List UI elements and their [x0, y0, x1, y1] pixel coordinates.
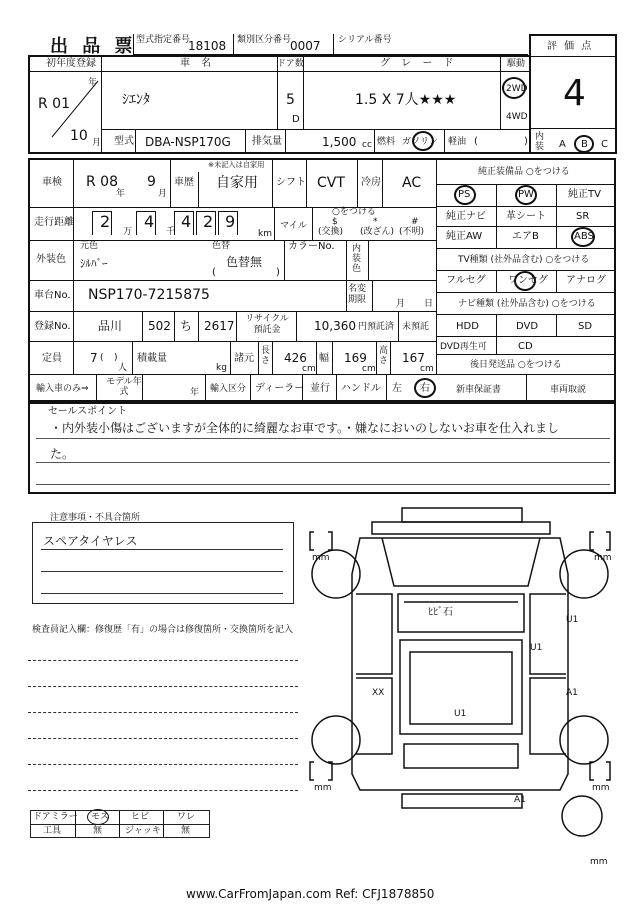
parallel-option: 並行: [310, 383, 330, 394]
fuel-diesel: 軽油: [448, 137, 467, 147]
tv-title: TV種類 (社外品含む) ○をつける: [458, 255, 590, 265]
mileage-digit-3: 4: [181, 212, 192, 231]
original-color: ｼﾙﾊﾞｰ: [80, 257, 108, 270]
first-reg-era: R 01: [38, 96, 70, 112]
vehicle-info-box: 初年度登録 年 R 01 10 月 車 名 ｼｴﾝﾀ ドア数 5 D グ レ ー ド 1.5 X 7人★★★ 駆動 2WD 4WD 型式 DBA-NSP170G 排気量 1,500 cc 燃料 ガソリン 軽油 ( ): [28, 55, 531, 154]
model-label: 型式: [114, 136, 134, 147]
rear-bumper: [402, 794, 522, 808]
exterior-label: 外装色: [36, 254, 66, 265]
length-value: 426: [284, 351, 307, 365]
displacement-label: 排気量: [252, 136, 282, 147]
mm-label: mm: [312, 553, 330, 563]
ac-value: AC: [402, 175, 422, 191]
drive-circle: [502, 77, 526, 99]
interior-label: 内装: [535, 132, 545, 152]
dealer-option: ディーラー: [255, 383, 305, 394]
handle-label: ハンドル: [341, 383, 381, 394]
capacity-label: 定員: [42, 353, 62, 364]
mile-label: マイル: [280, 221, 307, 231]
rear-left-wheel: [312, 716, 360, 764]
body-outline: [352, 538, 568, 790]
reg-kana: ち: [180, 319, 193, 333]
svg-text:mm: mm: [594, 553, 612, 563]
fuel-gasoline: ガソリン: [402, 137, 439, 147]
reg-number: 2617: [204, 319, 235, 333]
recycle-label: リサイクル預託金: [245, 314, 289, 335]
windshield: [398, 594, 524, 632]
grade-score-label: 評 価 点: [547, 41, 594, 52]
displacement-value: 1,500: [322, 135, 357, 149]
reg-label: 登録No.: [34, 321, 71, 332]
repaint-value: 色替無: [226, 255, 263, 269]
interior-grade-b: B: [581, 139, 588, 150]
inspection-label: 車検: [42, 177, 62, 188]
car-damage-diagram: [300, 504, 620, 870]
details-box: 車検 R 08 年 9 月 ※未記入は自家用 車歴 自家用 シフト CVT 冷房 AC 走行距離 2 万 4 千 4 2 9 km マイル ○をつける $ (交換) * (改ざん) # (不明) 外装色 元色 ｼﾙﾊﾞｰ 色替 色替無 ( ) カラーNo. 内装色 車台No. NSP170-7215875 名変期限 月 日 登録No. 品川 502 ち 2617 リサイクル預託金 10,360 円預託済 未預託 定員 7 ( ) 人 積載量 kg 諸元 長さ 426 cm 幅 169 cm 高さ 167 cm 輸入車のみ⇒ モデル年式 年 輸入区分 ディーラー 並行 ハンドル 左 右 純正装備品 ○をつける PS PW 純正TV 純正ナビ 革シート SR 純正AW エアB ABS TV種類 (社外品含む) ○をつける フルセグ ワンセグ アナログ ナビ種類 (社外品含む) ○をつける HDD DVD SD DVD再生可 CD 後日発送品 ○をつける 新車保証書 車両取説: [28, 158, 616, 402]
grade-label: グ レ ー ド: [380, 58, 458, 69]
width-value: 169: [344, 351, 367, 365]
front-bumper: [402, 508, 522, 522]
notes-label: 注意事項・不具合箇所: [50, 513, 141, 523]
history-value: 自家用: [216, 175, 258, 191]
equipment-column: 純正装備品 ○をつける PS PW 純正TV 純正ナビ 革シート SR 純正AW エアB ABS TV種類 (社外品含む) ○をつける フルセグ ワンセグ アナログ ナビ種類 (社外品含む) ○をつける HDD DVD SD DVD再生可 CD 後日発送品 ○をつける 新車保証書 車両取説: [436, 160, 616, 374]
rear-title: 後日発送品 ○をつける: [470, 360, 562, 370]
mileage-label: 走行距離: [34, 217, 74, 228]
circle-note: ○をつける: [332, 207, 376, 217]
fuel-circle: [412, 131, 434, 151]
type-approval-number: 18108: [188, 39, 227, 53]
rear-right-wheel: [560, 716, 608, 764]
form-title: 出 品 票: [50, 36, 137, 57]
car-name: ｼｴﾝﾀ: [122, 92, 150, 108]
tool-table: ドアミラー モス ヒビ ワレ 工具 無 ジャッキ 無: [30, 810, 210, 838]
fuel-label: 燃料: [377, 137, 396, 147]
sales-point-line-1: ・内外装小傷はございますが全体的に綺麗なお車です。・嫌なにおいのしないお車を仕入れまし: [50, 421, 560, 435]
sales-point-label: セールスポイント: [48, 406, 128, 417]
ac-label: 冷房: [361, 177, 381, 188]
genuine-title: 純正装備品 ○をつける: [478, 167, 570, 177]
chassis-value: NSP170-7215875: [88, 287, 210, 303]
interior-grade-c: C: [601, 139, 608, 150]
damage-label-roof: U1: [454, 709, 467, 719]
warranty-label: 名変期限: [348, 284, 367, 305]
drive-4wd: 4WD: [506, 112, 528, 122]
reg-area: 品川: [98, 319, 123, 333]
svg-text:mm: mm: [314, 783, 332, 793]
doors-label: ドア数: [277, 59, 304, 69]
car-name-label: 車 名: [180, 58, 216, 69]
load-label: 積載量: [137, 353, 167, 364]
mileage-digit-1: 2: [100, 212, 111, 231]
damage-label-right-rear-door: A1: [566, 688, 578, 698]
grade-score-box: [529, 34, 617, 154]
import-label: 輸入車のみ⇒: [36, 384, 89, 394]
first-reg-month: 10: [70, 128, 88, 144]
grade-score-value: 4: [563, 73, 586, 114]
interior-grade-a: A: [559, 139, 566, 150]
shift-value: CVT: [317, 175, 345, 191]
color-no-label: カラーNo.: [288, 241, 335, 252]
drive-2wd: 2WD: [506, 84, 528, 94]
mileage-digit-4: 2: [203, 212, 214, 231]
mileage-digit-2: 4: [144, 212, 155, 231]
door-type: D: [292, 114, 300, 125]
roof: [400, 640, 522, 734]
inspection-month: 9: [147, 174, 156, 190]
interior-grade-circle: [574, 135, 594, 153]
history-label: 車歴: [174, 177, 194, 188]
spare-wheel: [562, 796, 602, 836]
unregistered-label: 未預託: [402, 322, 430, 332]
import-class-label: 輸入区分: [210, 384, 247, 394]
shift-label: シフト: [276, 177, 306, 188]
notes-line-1: スペアタイヤレス: [43, 534, 138, 548]
handle-right: 右: [420, 383, 430, 394]
reg-class: 502: [148, 319, 171, 333]
handle-left: 左: [392, 383, 402, 394]
dims-label: 諸元: [234, 353, 254, 364]
damage-label-rear-bumper: A1: [514, 795, 526, 805]
first-reg-label: 初年度登録: [46, 58, 96, 69]
history-note: ※未記入は自家用: [208, 161, 265, 170]
mileage-digit-5: 9: [225, 212, 236, 231]
model-year-label: モデル年式: [106, 377, 142, 397]
interior-color-label: 内装色: [352, 244, 362, 274]
inspector-label: 検査員記入欄：修復歴「有」の場合は修復箇所・交換箇所を記入: [32, 625, 294, 635]
footer-watermark: www.CarFromJapan.com Ref: CFJ1878850: [186, 887, 435, 901]
capacity-value: 7: [90, 351, 98, 365]
handle-circle: [414, 378, 436, 398]
damage-label-windshield: ﾋﾋﾞ石: [428, 607, 453, 618]
damage-label-right-door: U1: [530, 643, 543, 653]
notes-box: [32, 522, 294, 604]
damage-label-left-door: XX: [372, 688, 385, 698]
drive-label: 駆動: [507, 59, 526, 69]
chassis-label: 車台No.: [34, 290, 71, 301]
serial-label: シリアル番号: [338, 35, 392, 45]
svg-text:mm: mm: [590, 857, 608, 867]
svg-text:mm: mm: [592, 783, 610, 793]
nav-title: ナビ種類 (社外品含む) ○をつける: [458, 299, 596, 309]
doors-value: 5: [286, 92, 295, 108]
recycle-amount: 10,360: [314, 319, 356, 333]
grade-value: 1.5 X 7人★★★: [355, 92, 457, 108]
category-label: 類別区分番号: [237, 35, 292, 45]
type-approval-label: 型式指定番号: [136, 35, 191, 45]
category-number: 0007: [290, 39, 321, 53]
model-value: DBA-NSP170G: [145, 135, 231, 149]
damage-label-right-front-door: U1: [566, 615, 579, 625]
sales-point-line-2: た。: [50, 447, 75, 461]
height-value: 167: [402, 351, 425, 365]
sales-point-box: [28, 402, 616, 494]
inspection-value: R 08: [86, 174, 118, 190]
